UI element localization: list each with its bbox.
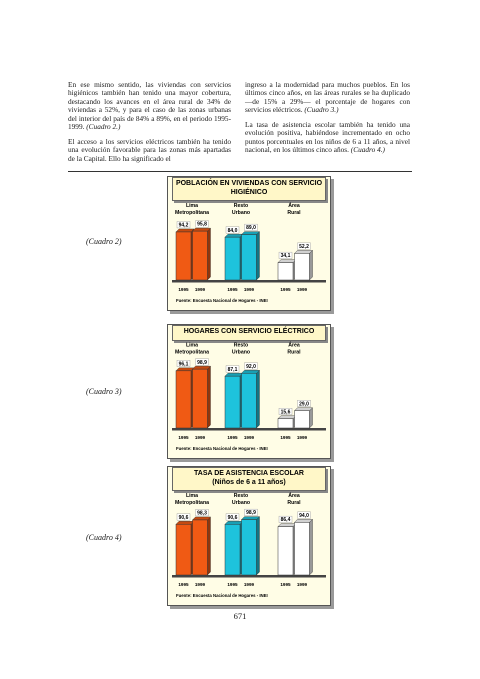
value-label: 92,0 <box>246 363 256 370</box>
year-label: 1999 <box>296 582 308 587</box>
paragraph <box>245 121 410 155</box>
group-label: Rural <box>287 349 301 356</box>
value-label: 86,4 <box>280 517 291 524</box>
value-label: 90,6 <box>178 514 189 521</box>
chart-floor <box>172 428 326 431</box>
chart-svg <box>168 177 330 310</box>
year-label: 1995 <box>178 435 189 440</box>
table-reference: (Cuadro 2.) <box>86 122 121 132</box>
year-label: 1999 <box>194 582 206 587</box>
paragraph-text: El acceso a los servicios eléctricos también ha tenido una evolución favorable para las zonas más apartadas de la Capital. Ello ha significado el <box>68 136 231 163</box>
value-label: 34,1 <box>280 253 291 260</box>
value-label: 94,2 <box>178 222 189 229</box>
group-label: Lima <box>185 342 199 349</box>
year-label: 1999 <box>243 435 255 440</box>
value-label: 89,0 <box>246 225 256 232</box>
bar-side-rural <box>310 408 313 428</box>
bar-top-rural <box>278 416 296 419</box>
year-label: 1995 <box>227 287 238 292</box>
bar-rural-1995 <box>278 263 293 280</box>
bar-rural-1999 <box>295 411 310 428</box>
bar-top-rural <box>295 408 313 411</box>
cuadro-2-label: (Cuadro 2) <box>86 237 122 246</box>
bar-side-lima <box>208 517 211 575</box>
bar-top-urbano <box>242 370 260 373</box>
year-label: 1999 <box>243 287 255 292</box>
value-label: 84,0 <box>227 227 238 234</box>
value-label: 52,2 <box>299 243 309 250</box>
group-label: Lima <box>185 203 199 209</box>
group-label: Metropolitana <box>174 349 210 356</box>
bar-side-rural <box>310 250 313 280</box>
year-label: 1995 <box>280 287 291 292</box>
text-column-left <box>68 81 231 169</box>
year-label: 1995 <box>178 287 189 292</box>
chart-title: (Niños de 6 a 11 años) <box>212 478 286 486</box>
group-label: Metropolitana <box>174 500 210 506</box>
bar-top-urbano <box>225 373 243 376</box>
chart-source: Fuente: Encuesta Nacional de Hogares - INEI <box>176 446 268 451</box>
bar-top-rural <box>278 260 296 263</box>
group-label: Urbano <box>231 210 251 216</box>
bar-side-urbano <box>257 370 260 428</box>
chart-cuadro-4 <box>167 466 331 606</box>
value-label: 94,0 <box>299 512 309 519</box>
paragraph-text: La tasa de asistencia escolar también ha tenido una evolución positiva, habiéndose incrementado en ocho puntos porcentuales en los niños de 6 a 11 años, a nivel nacional, en los últimos cinco años. <box>245 119 410 155</box>
value-label: 15,6 <box>280 409 291 416</box>
group-label: Lima <box>185 493 199 499</box>
bar-urbano-1999 <box>242 373 257 428</box>
chart-source: Fuente: Encuesta Nacional de Hogares - INEI <box>176 593 268 598</box>
chart-source: Fuente: Encuesta Nacional de Hogares - INEI <box>176 298 268 303</box>
bar-lima-1995 <box>176 232 191 280</box>
bar-rural-1995 <box>278 419 293 428</box>
year-label: 1999 <box>243 582 255 587</box>
section-divider <box>68 171 412 172</box>
value-label: 90,6 <box>227 514 238 521</box>
paragraph-text: ingreso a la modernidad para muchos pueblos. En los últimos cinco años, en las áreas rurales se ha duplicado —de 15% a 29%— el porcentaje de hogares con servicios eléctricos. <box>245 80 410 115</box>
table-reference: (Cuadro 3.) <box>304 105 339 115</box>
bar-urbano-1995 <box>225 376 240 428</box>
bar-lima-1999 <box>193 520 208 575</box>
bar-urbano-1995 <box>225 237 240 280</box>
bar-top-lima <box>193 517 211 520</box>
bar-rural-1995 <box>278 527 293 575</box>
chart-svg <box>168 467 330 605</box>
chart-floor <box>172 575 326 578</box>
table-reference: (Cuadro 4.) <box>350 145 385 155</box>
value-label: 98,3 <box>197 510 207 517</box>
chart-floor <box>172 280 326 283</box>
value-label: 98,9 <box>246 510 256 517</box>
group-label: Área <box>288 203 300 209</box>
bar-lima-1999 <box>193 231 208 280</box>
group-label: Metropolitana <box>174 210 210 216</box>
value-label: 29,0 <box>299 401 309 408</box>
cuadro-3-label: (Cuadro 3) <box>86 387 122 396</box>
group-label: Área <box>288 493 300 499</box>
chart-title: TASA DE ASISTENCIA ESCOLAR <box>194 470 304 477</box>
paragraph <box>245 81 410 115</box>
group-label: Resto <box>233 342 249 349</box>
group-label: Urbano <box>231 349 251 356</box>
bar-lima-1995 <box>176 524 191 575</box>
bar-lima-1999 <box>193 369 208 428</box>
year-label: 1999 <box>296 287 308 292</box>
year-label: 1995 <box>280 582 291 587</box>
chart-title: HOGARES CON SERVICIO ELÉCTRICO <box>183 328 315 335</box>
paragraph <box>68 81 231 132</box>
paragraph-text: En ese mismo sentido, las viviendas con servicios higiénicos también han tenido una mayor cobertura, destacando los avances en el área rural de 34% de viviendas a 52%, y para el caso de las zonas urbanas del interior del país de 84% a 89%, en el periodo 1995-1999. <box>68 80 231 132</box>
chart-title: HIGIÉNICO <box>230 188 268 196</box>
group-label: Rural <box>287 210 301 216</box>
bar-top-lima <box>176 229 194 232</box>
bar-top-urbano <box>242 517 260 520</box>
bar-side-rural <box>310 519 313 575</box>
bar-top-rural <box>295 250 313 253</box>
value-label: 98,9 <box>197 359 207 366</box>
group-label: Rural <box>287 500 301 506</box>
bar-urbano-1995 <box>225 524 240 575</box>
year-label: 1999 <box>194 435 206 440</box>
group-label: Resto <box>233 203 249 209</box>
cuadro-4-label: (Cuadro 4) <box>86 533 122 542</box>
bar-side-lima <box>208 366 211 428</box>
chart-cuadro-3 <box>167 324 331 459</box>
bar-top-urbano <box>225 521 243 524</box>
chart-svg <box>168 325 330 458</box>
bar-rural-1999 <box>295 522 310 575</box>
bar-urbano-1999 <box>242 235 257 280</box>
chart-cuadro-2 <box>167 176 331 311</box>
value-label: 96,1 <box>178 361 189 368</box>
bar-side-lima <box>208 228 211 280</box>
bar-top-rural <box>278 524 296 527</box>
group-label: Área <box>288 342 300 349</box>
bar-top-rural <box>295 519 313 522</box>
bar-side-urbano <box>257 517 260 575</box>
page-number: 671 <box>233 611 247 621</box>
bar-top-urbano <box>225 234 243 237</box>
year-label: 1995 <box>178 582 189 587</box>
bar-side-urbano <box>257 232 260 280</box>
bar-top-lima <box>193 366 211 369</box>
group-label: Urbano <box>231 500 251 506</box>
year-label: 1999 <box>194 287 206 292</box>
year-label: 1999 <box>296 435 308 440</box>
bar-urbano-1999 <box>242 520 257 575</box>
text-column-right <box>245 81 410 161</box>
bar-top-lima <box>176 521 194 524</box>
value-label: 87,1 <box>227 366 238 373</box>
year-label: 1995 <box>227 582 238 587</box>
year-label: 1995 <box>280 435 291 440</box>
year-label: 1995 <box>227 435 238 440</box>
group-label: Resto <box>233 493 249 499</box>
bar-top-urbano <box>242 232 260 235</box>
bar-top-lima <box>176 368 194 371</box>
chart-title: POBLACIÓN EN VIVIENDAS CON SERVICIO <box>175 180 323 187</box>
bar-rural-1999 <box>295 253 310 280</box>
paragraph <box>68 138 231 163</box>
value-label: 95,8 <box>197 221 207 228</box>
bar-top-lima <box>193 228 211 231</box>
bar-lima-1995 <box>176 371 191 428</box>
